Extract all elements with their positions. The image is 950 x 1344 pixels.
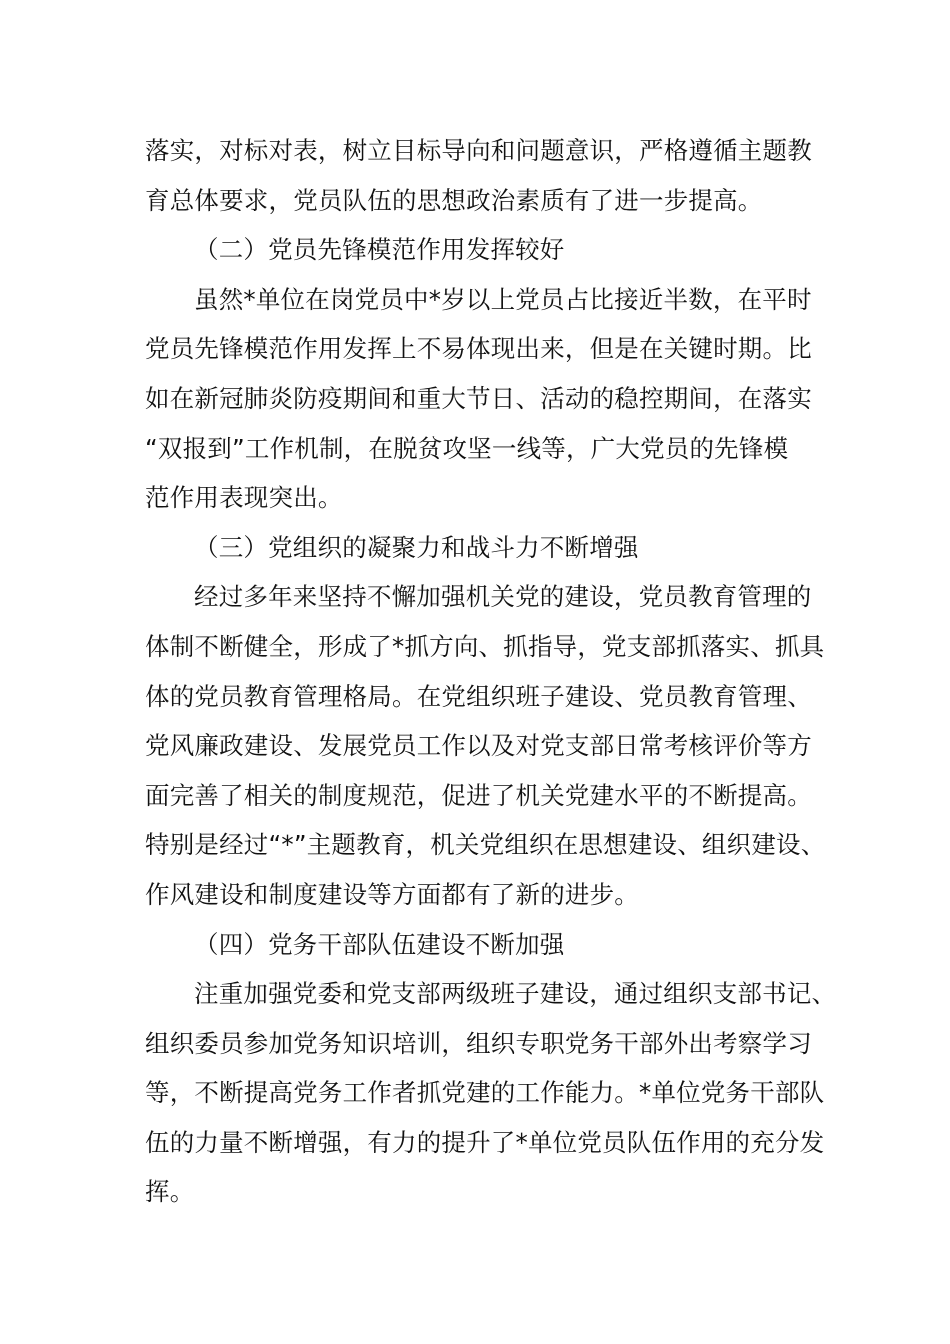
text-line: 体的党员教育管理格局。在党组织班子建设、党员教育管理、: [145, 681, 812, 711]
text-line: 特别是经过“*”主题教育，机关党组织在思想建设、组织建设、: [145, 830, 826, 860]
section-heading-3: （三）党组织的凝聚力和战斗力不断增强: [194, 532, 639, 562]
text-line: 面完善了相关的制度规范，促进了机关党建水平的不断提高。: [145, 780, 812, 810]
text-line: 经过多年来坚持不懈加强机关党的建设，党员教育管理的: [194, 582, 812, 612]
text-line: 范作用表现突出。: [145, 483, 343, 513]
text-line: 注重加强党委和党支部两级班子建设，通过组织支部书记、: [194, 979, 837, 1009]
text-line: 育总体要求，党员队伍的思想政治素质有了进一步提高。: [145, 185, 763, 215]
text-line: 虽然*单位在岗党员中*岁以上党员占比接近半数，在平时: [194, 284, 812, 314]
text-line: 党员先锋模范作用发挥上不易体现出来，但是在关键时期。比: [145, 334, 812, 364]
text-line: 落实，对标对表，树立目标导向和问题意识，严格遵循主题教: [145, 136, 812, 165]
text-line: “双报到”工作机制，在脱贫攻坚一线等，广大党员的先锋模: [145, 433, 789, 463]
document-body: [145, 126, 837, 1217]
text-line: 作风建设和制度建设等方面都有了新的进步。: [145, 879, 639, 909]
text-line: 党风廉政建设、发展党员工作以及对党支部日常考核评价等方: [145, 731, 812, 761]
section-heading-2: （二）党员先锋模范作用发挥较好: [194, 235, 565, 265]
text-line: 体制不断健全，形成了*抓方向、抓指导，党支部抓落实、抓具: [145, 631, 825, 661]
text-line: 组织委员参加党务知识培训，组织专职党务干部外出考察学习: [145, 1028, 812, 1058]
text-line: 如在新冠肺炎防疫期间和重大节日、活动的稳控期间，在落实: [145, 383, 812, 413]
section-heading-4: （四）党务干部队伍建设不断加强: [194, 929, 565, 959]
text-line: 伍的力量不断增强，有力的提升了*单位党员队伍作用的充分发: [145, 1127, 825, 1157]
text-line: 等，不断提高党务工作者抓党建的工作能力。*单位党务干部队: [145, 1078, 825, 1108]
text-line: 挥。: [145, 1177, 195, 1207]
